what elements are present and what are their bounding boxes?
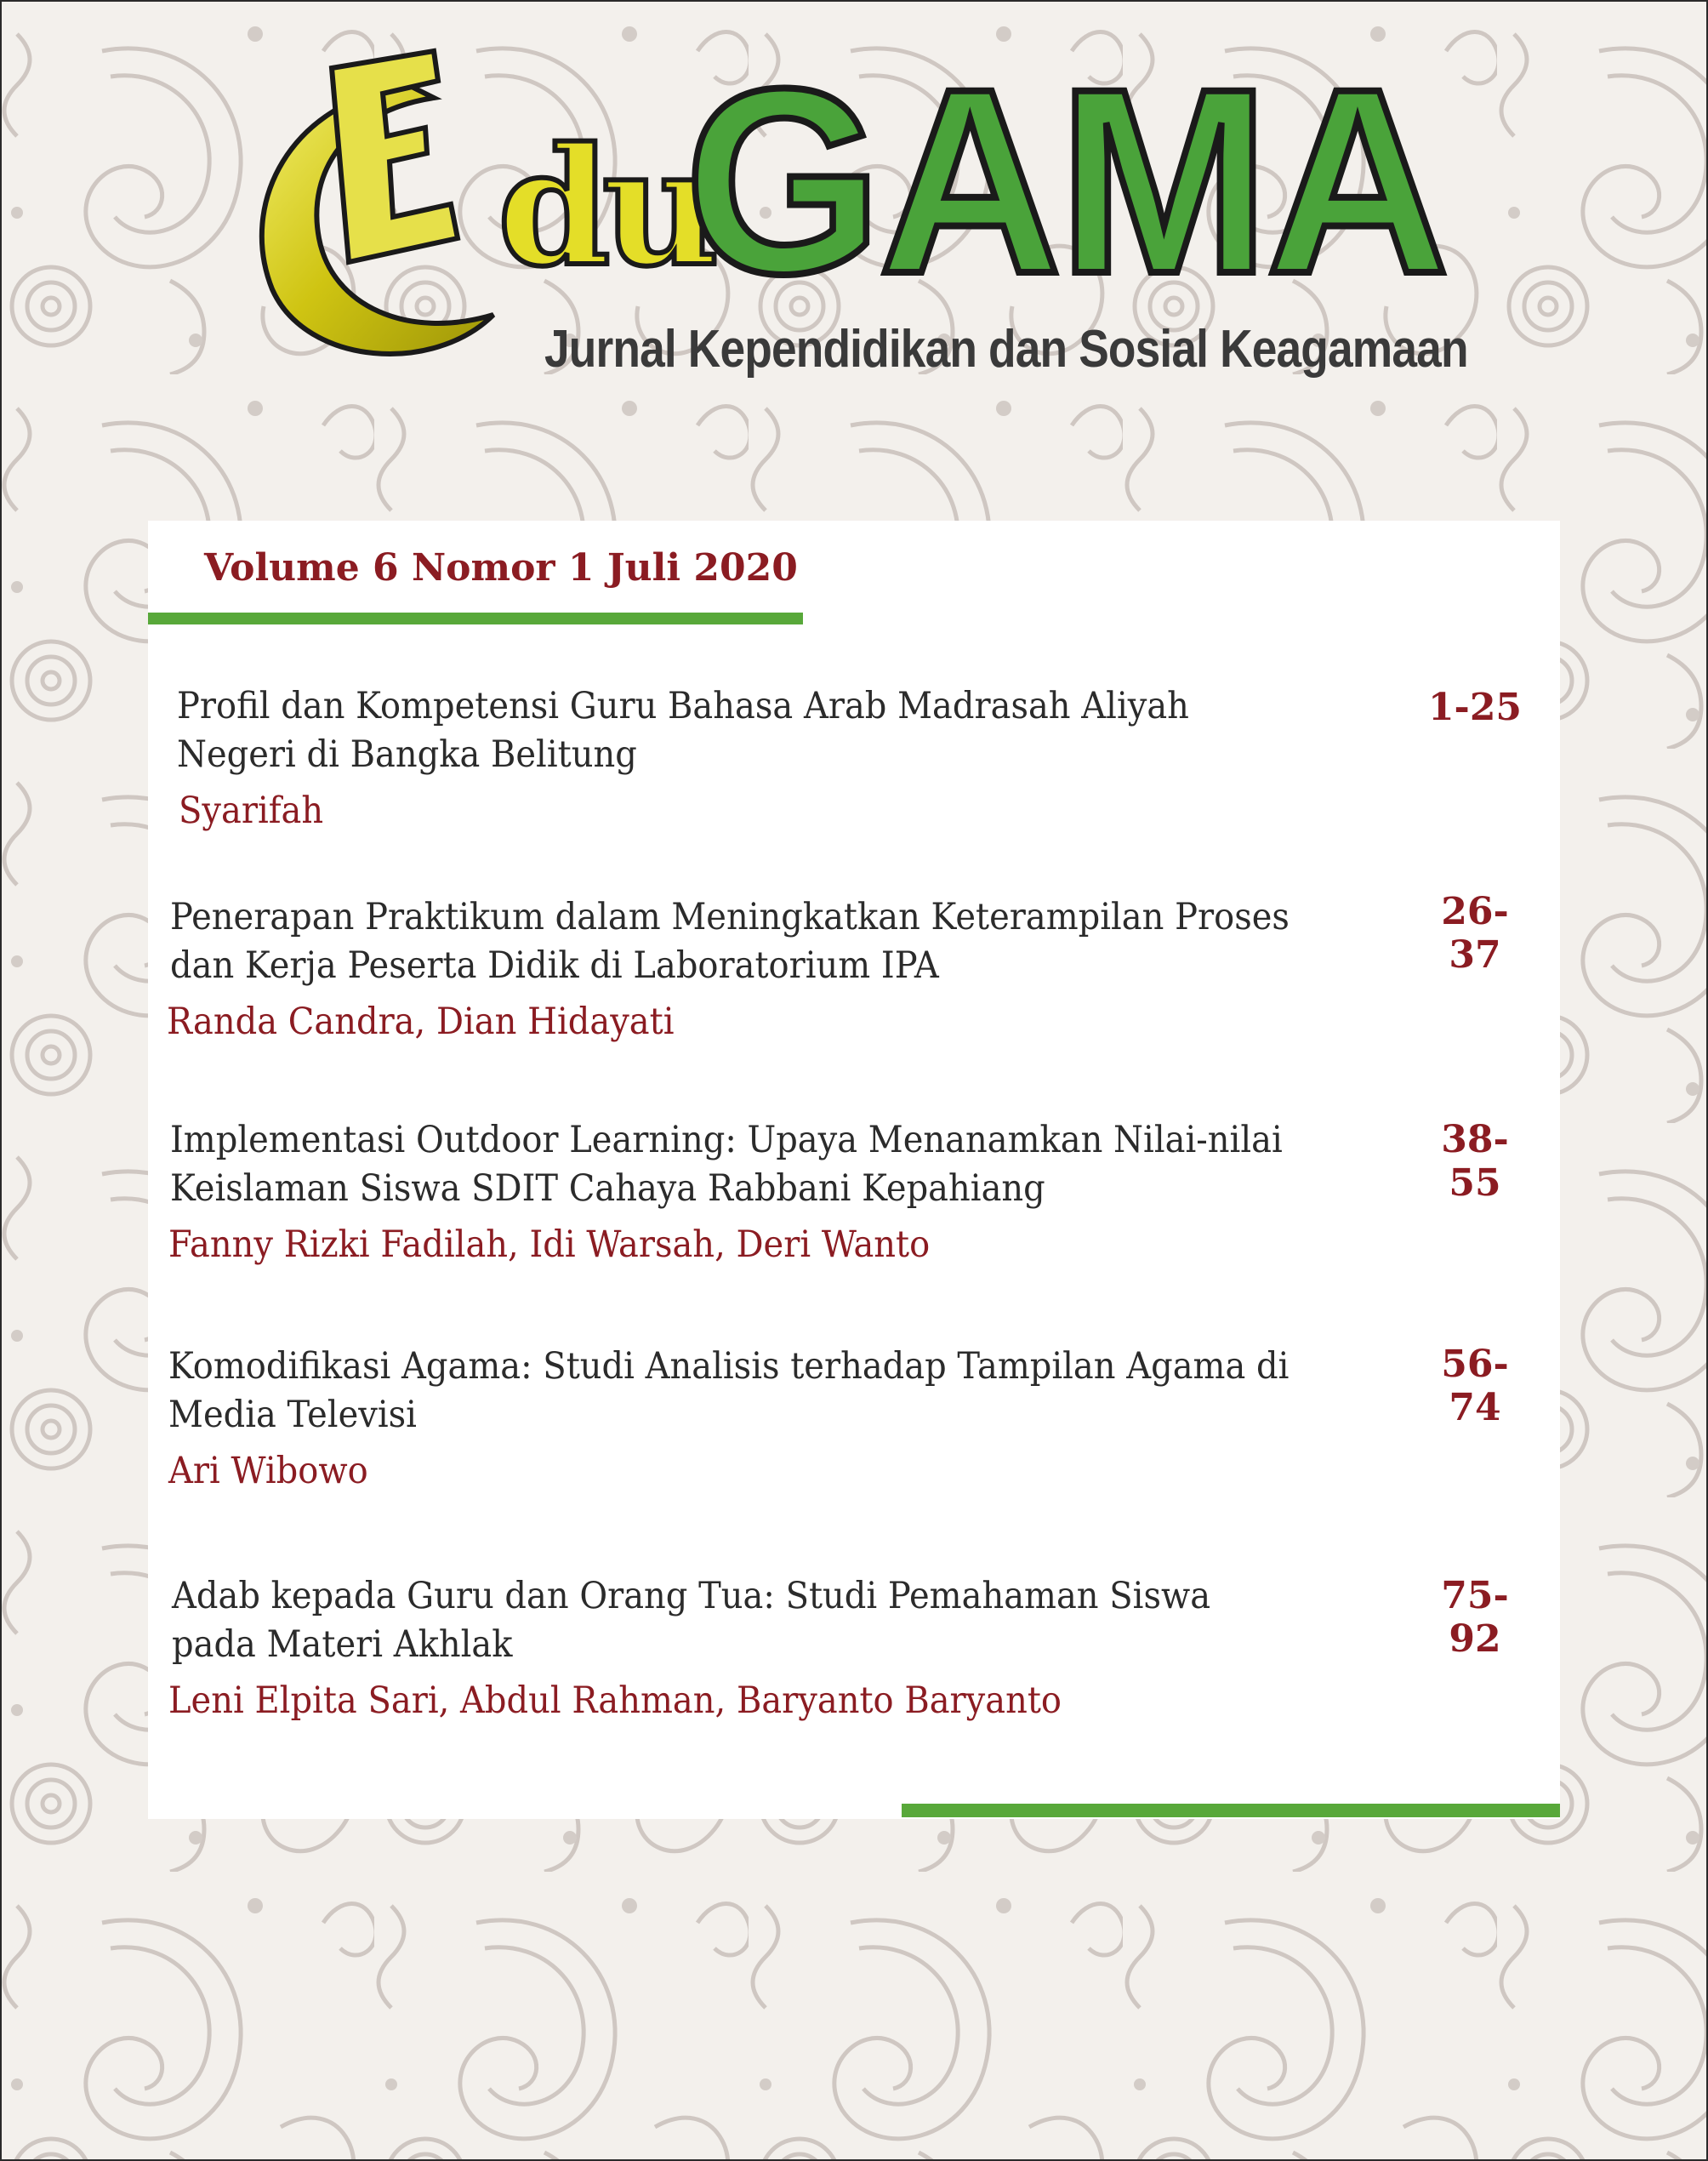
article-title: Profil dan Kompetensi Guru Bahasa Arab Madrasah Aliyah Negeri di Bangka Belitung [177,685,1189,776]
logo-gothic-e-shape [332,51,458,262]
green-rule-top [148,613,803,624]
article-title: Penerapan Praktikum dalam Meningkatkan Keterampilan Proses dan Kerja Peserta Didik di Laboratorium IPA [170,896,1290,987]
article-authors: Fanny Rizki Fadilah, Idi Warsah, Deri Wanto [168,1223,931,1266]
article-title: Implementasi Outdoor Learning: Upaya Menanamkan Nilai-nilai Keislaman Siswa SDIT Cahaya Rabbani Kepahiang [170,1119,1283,1210]
logo-gama: GAMA [685,33,1446,328]
article-authors: Randa Candra, Dian Hidayati [167,1001,675,1043]
article-pages: 56-74 [1441,1343,1509,1429]
contents-panel [148,521,1560,1819]
article-title: Komodifikasi Agama: Studi Analisis terhadap Tampilan Agama di Media Televisi [168,1345,1290,1436]
article-pages: 1-25 [1427,686,1523,729]
green-rule-bottom [902,1804,1560,1817]
journal-subtitle: Jurnal Kependidikan dan Sosial Keagamaan [544,320,1468,379]
article-pages: 26-37 [1441,890,1509,977]
article-authors: Leni Elpita Sari, Abdul Rahman, Baryanto Baryanto [168,1679,1062,1722]
logo-du: du [498,112,711,302]
article-pages: 38-55 [1441,1118,1509,1205]
article-authors: Syarifah [179,790,324,832]
article-title: Adab kepada Guru dan Orang Tua: Studi Pemahaman Siswa pada Materi Akhlak [172,1575,1211,1666]
article-pages: 75-92 [1441,1574,1509,1661]
journal-masthead [238,34,1480,408]
issue-label: Volume 6 Nomor 1 Juli 2020 [204,546,798,590]
article-authors: Ari Wibowo [168,1450,368,1492]
